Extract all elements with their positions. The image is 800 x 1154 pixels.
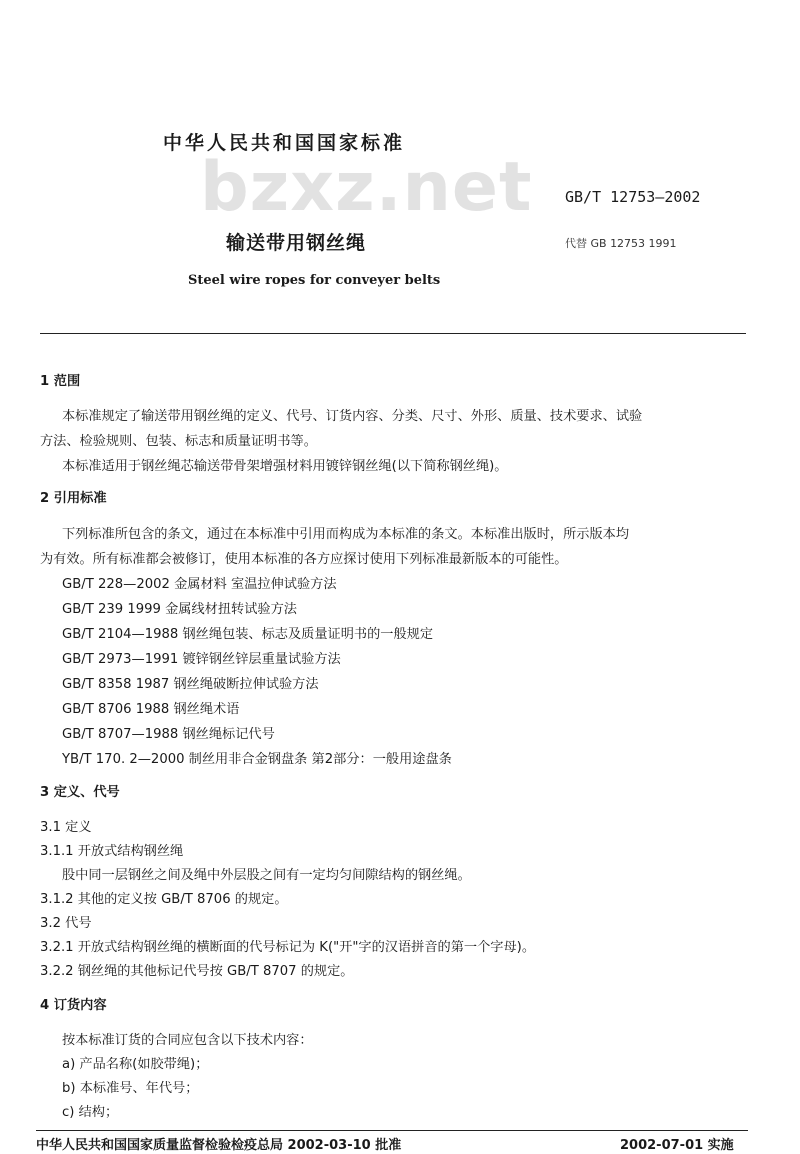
watermark: bzxz.net [200, 148, 533, 227]
reference-item: GB/T 8706 1988 钢丝绳术语 [62, 702, 240, 717]
section-2-heading: 2 引用标准 [40, 491, 107, 506]
subsection-3-1-2: 3.1.2 其他的定义按 GB/T 8706 的规定。 [40, 892, 288, 907]
section-4-heading: 4 订货内容 [40, 998, 107, 1013]
section-2-paragraph-line: 为有效。所有标准都会被修订，使用本标准的各方应探讨使用下列标准最新版本的可能性。 [40, 552, 568, 567]
document-title-cn: 输送带用钢丝绳 [226, 232, 367, 254]
section-1-paragraph: 本标准适用于钢丝绳芯输送带骨架增强材料用镀锌钢丝绳(以下简称钢丝绳)。 [62, 459, 508, 474]
reference-item: GB/T 2104—1988 钢丝绳包装、标志及质量证明书的一般规定 [62, 627, 434, 642]
standard-number: GB/T 12753—2002 [565, 188, 701, 206]
approval-note: 中华人民共和国国家质量监督检验检疫总局 2002-03-10 批准 [36, 1138, 402, 1153]
subsection-3-2-2: 3.2.2 钢丝绳的其他标记代号按 GB/T 8707 的规定。 [40, 964, 354, 979]
national-standard-heading: 中华人民共和国国家标准 [163, 132, 406, 154]
section-2-paragraph-line: 下列标准所包含的条文，通过在本标准中引用而构成为本标准的条文。本标准出版时，所示版本均 [62, 527, 630, 542]
header-rule [40, 333, 746, 334]
subsection-3-1-1-text: 股中同一层钢丝之间及绳中外层股之间有一定均匀间隙结构的钢丝绳。 [62, 868, 471, 883]
subsection-3-1: 3.1 定义 [40, 820, 92, 835]
reference-item: GB/T 2973—1991 镀锌钢丝锌层重量试验方法 [62, 652, 341, 667]
subsection-3-1-1: 3.1.1 开放式结构钢丝绳 [40, 844, 184, 859]
section-4-paragraph: 按本标准订货的合同应包含以下技术内容： [62, 1033, 313, 1048]
order-item: b) 本标准号、年代号； [62, 1081, 199, 1096]
section-1-paragraph-line: 本标准规定了输送带用钢丝绳的定义、代号、订货内容、分类、尺寸、外形、质量、技术要求、试验 [62, 409, 643, 424]
reference-item: GB/T 8358 1987 钢丝绳破断拉伸试验方法 [62, 677, 319, 692]
subsection-3-2-1: 3.2.1 开放式结构钢丝绳的横断面的代号标记为 K("开"字的汉语拼音的第一个字母)。 [40, 940, 536, 955]
section-3-heading: 3 定义、代号 [40, 785, 120, 800]
subsection-3-2: 3.2 代号 [40, 916, 92, 931]
reference-item: YB/T 170. 2—2000 制丝用非合金钢盘条 第2部分：一般用途盘条 [62, 752, 452, 767]
reference-item: GB/T 228—2002 金属材料 室温拉伸试验方法 [62, 577, 337, 592]
section-1-paragraph-line: 方法、检验规则、包装、标志和质量证明书等。 [40, 434, 317, 449]
section-1-heading: 1 范围 [40, 374, 81, 389]
reference-item: GB/T 8707—1988 钢丝绳标记代号 [62, 727, 275, 742]
order-item: a) 产品名称(如胶带绳)； [62, 1057, 209, 1072]
replaces-note: 代替 GB 12753 1991 [565, 237, 677, 250]
footer-rule [36, 1130, 748, 1131]
document-title-en: Steel wire ropes for conveyer belts [188, 273, 441, 288]
order-item: c) 结构； [62, 1105, 119, 1120]
effective-date: 2002-07-01 实施 [620, 1138, 734, 1153]
reference-item: GB/T 239 1999 金属线材扭转试验方法 [62, 602, 297, 617]
